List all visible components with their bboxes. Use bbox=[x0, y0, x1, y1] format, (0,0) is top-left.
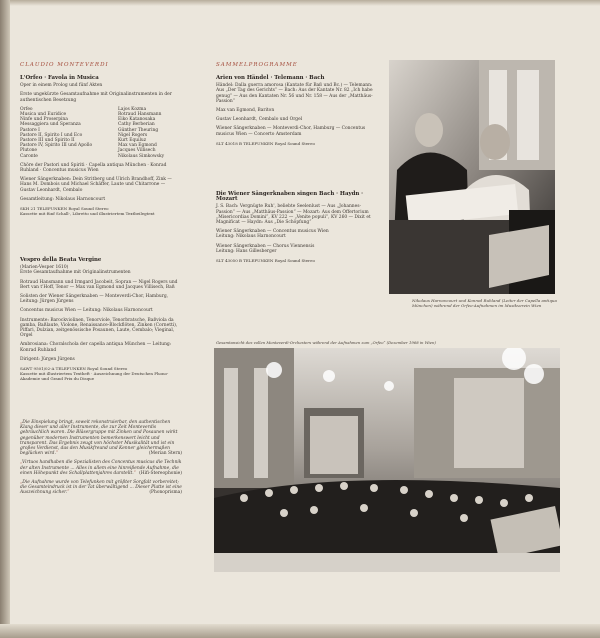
orfeo-line-1: Oper in einem Prolog und fünf Akten bbox=[20, 83, 103, 89]
vespro-note: Kassette mit illustriertem Textheft · Auszeichnung der Deutschen Phono-Akademie und Grand Prix du Disque bbox=[20, 371, 169, 382]
arias-line-4: Wiener Sängerknaben — Monteverdi-Chor, Hamburg — Concentus musicus Wien — Concerto Amsterdam bbox=[216, 126, 366, 137]
arias-line-3: Gustav Leonhardt, Cembalo und Orgel bbox=[216, 117, 303, 123]
left-column-header: CLAUDIO MONTEVERDI bbox=[20, 62, 109, 68]
boys-line-5: Leitung: Hans Gillesberger bbox=[216, 248, 277, 254]
arias-line-2: Max van Egmond, Bariton bbox=[216, 108, 275, 114]
vespro-line-7: Ambrosiana: Choralschola der capella antiqua München — Leitung: Konrad Ruhland bbox=[20, 342, 172, 353]
orfeo-title: L'Orfeo · Favola in Musica bbox=[20, 75, 99, 81]
cast-row: Ninfe und Proserpina Eiko Katanosaka bbox=[20, 117, 156, 123]
vespro-line-4: Solisten der Wiener Sängerknaben — Monteverdi-Chor, Hamburg, Leitung: Jürgen Jürgens bbox=[20, 294, 169, 305]
orfeo-choir: Chöre der Pastori und Spiriti · Capella antiqua München · Konrad Ruhland · Concentus musicus Wien bbox=[20, 162, 167, 174]
cast-row: Orfeo Lajos Kozma bbox=[20, 106, 147, 112]
orfeo-note: Kassette mit fünf Schall-, Libretto und illustriertem Textbeilegtext bbox=[20, 211, 155, 217]
photo-harnoncourt-ruhland bbox=[389, 60, 555, 294]
boys-line-3: Leitung: Nikolaus Harnoncourt bbox=[216, 234, 286, 240]
orfeo-line-2: Erste ungekürzte Gesamtaufnahme mit Originalinstrumenten in der authentischen Besetzung bbox=[20, 92, 172, 103]
arias-section bbox=[216, 76, 379, 150]
photo1-caption: Nikolaus Harnoncourt und Konrad Ruhland (Leiter der Capella antiqua München) während der Orfeo-Aufnahmen im Musikverein Wien bbox=[412, 298, 557, 308]
arias-line-1: Händel: Dalla guerra amorosa (Kantate für Baß und Bc.) — Telemann: Aus „Der Tag des Gerichts“ — Bach: Aus der Kantate Nr. 82 „Ich habe genug“ — Aus den Kantaten Nr. 56 und Nr. 158 — Aus der „Matthäus-Passion“ bbox=[216, 83, 373, 104]
vespro-label: SAWT 9501/02-A TELEFUNKEN Royal Sound Stereo bbox=[20, 366, 128, 372]
vespro-line-8: Dirigent: Jürgen Jürgens bbox=[20, 356, 75, 362]
vespro-section bbox=[20, 258, 180, 386]
cast-list bbox=[20, 107, 180, 159]
boys-label: SLT 43050 B TELEFUNKEN Royal Sound Stereo bbox=[216, 258, 315, 264]
cast-row: Pastore III und Spirito II Kurt Equiluz bbox=[20, 138, 147, 144]
cast-row: Musica und Euridice Rotraud Hansmann bbox=[20, 112, 162, 118]
vespro-line-6: Instrumente: Barockviolinen, Tenorviole, Tenorbratsche, Baßviola da gamba, Baßlaute, Violone, Renaissance-Blockflöten, Zinken (Cornetti), Piffari, Dulzian, zeitgenössische Posaunen, Laute, Cembalo; Vieginal, Orgel bbox=[20, 317, 178, 339]
photo-orchestra-image bbox=[214, 348, 560, 572]
boys-section bbox=[216, 192, 379, 267]
boys-line-2: Wiener Sängerknaben — Concentus musicus Wien bbox=[216, 229, 329, 235]
orfeo-label: SKH 21 TELEFUNKEN Royal Sound Stereo bbox=[20, 206, 109, 212]
top-edge bbox=[0, 0, 600, 6]
review-quote-2: „Virtuos handhaben die Spezialisten des Concentus musicus die Technik der alten Instrumente ... Alles in allem eine hinreißende Aufnahme, die einen Höhepunkt des Schallplattenjahres darstellt.“ (Hifi-Stereophonie) bbox=[20, 460, 182, 476]
cast-row: Pastore IV, Spirito III und Apollo Max van Egmond bbox=[20, 143, 157, 149]
vespro-line-3: Rotraud Hansmann und Irmgard Jacobeit, Sopran — Nigel Rogers und Bert van t'Hoff, Tenor — Max van Egmond und Jacques Villisech, Baß bbox=[20, 279, 178, 290]
right-column-header: SAMMELPROGRAMME bbox=[216, 62, 298, 68]
cast-row: Pastore II, Spirito I und Eco Nigel Rogers bbox=[20, 132, 148, 138]
photo-conductors-image bbox=[389, 60, 555, 294]
left-edge-shadow bbox=[0, 0, 10, 638]
photo2-caption: Gesamtansicht des vollen Monteverdi-Orchesters während der Aufnahmen zum „Orfeo“ (Dezember 1968 in Wien) bbox=[216, 340, 436, 345]
vespro-line-2: Erste Gesamtaufnahme mit Originalinstrumenten bbox=[20, 270, 131, 276]
review-quote-3: „Die Aufnahme wurde von Telefunken mit größter Sorgfalt vorbereitet; die Gesamteindruck ist in der Tat überwältigend ... Dieser Platte ist eine Auszeichnung sicher.“ (Phonoprisma) bbox=[20, 480, 182, 496]
orfeo-direction: Gesamtleitung: Nikolaus Harnoncourt bbox=[20, 196, 106, 202]
cast-row: Plutone Jacques Villisech bbox=[20, 148, 156, 154]
review-quote-1: „Die Einspielung bringt, soweit rekonstruierbar, den authentischen Klang dieser und aller Instrumente, die zur Zeit Monteverdis gebräuchlich waren. Die Bläsergruppe mit Zinken und Posaunen wirkt gegenüber modernen Instrumenten bemerkenswert leicht und transparent. Das Ergebnis zeugt von höchster Musikalität und ist ein großes Verdienst, das den Musikfreund und Kenner gleichermaßen beglücken wird.“ (Merian Stern) bbox=[20, 420, 182, 457]
photo-orchestra-hall bbox=[214, 348, 560, 572]
cast-row: Caronte Nikolaus Simkowsky bbox=[20, 153, 165, 159]
arias-title: Arien von Händel · Telemann · Bach bbox=[216, 75, 325, 81]
vespro-line-5: Concentus musicus Wien — Leitung: Nikolaus Harnoncourt bbox=[20, 308, 153, 314]
vespro-title: Vespro della Beata Vergine bbox=[20, 257, 102, 263]
vespro-line-1: (Marien-Vesper 1610) bbox=[20, 265, 69, 271]
cast-row: Messaggiera und Speranza Cathy Berberian bbox=[20, 122, 155, 128]
orfeo-ensemble: Wiener Sängerknaben: Dein Stritberg und Ulrich Brandhoff, Zink — Hans M. Dombois und Michael Schäffer, Laute und Chitarrone — Gustav Leonhardt, Cembalo bbox=[20, 177, 172, 193]
arias-label: SLT 43018 B TELEFUNKEN Royal Sound Stereo bbox=[216, 140, 315, 146]
review-quotes bbox=[20, 420, 182, 500]
orfeo-section bbox=[20, 76, 180, 220]
cast-row: Pastore I Günther Theuring bbox=[20, 127, 159, 133]
bottom-edge-shadow bbox=[0, 624, 600, 638]
boys-line-4: Wiener Sängerknaben — Chorus Viennensis bbox=[216, 243, 315, 249]
boys-line-1: J. S. Bach: Vergnügte Ruh', beliebte Seelenlust — Aus „Johannes-Passion“ — Aus „Matthäus-Passion“ — Mozart: Aus dem Offertorium „Misericordias Domini“, KV 222 — „Venite populi“, KV 260 — Dixit et Magnificat — Haydn: Aus „Die Schöpfung“ bbox=[216, 204, 371, 226]
boys-title: Die Wiener Sängerknaben singen Bach · Haydn · Mozart bbox=[216, 191, 364, 203]
